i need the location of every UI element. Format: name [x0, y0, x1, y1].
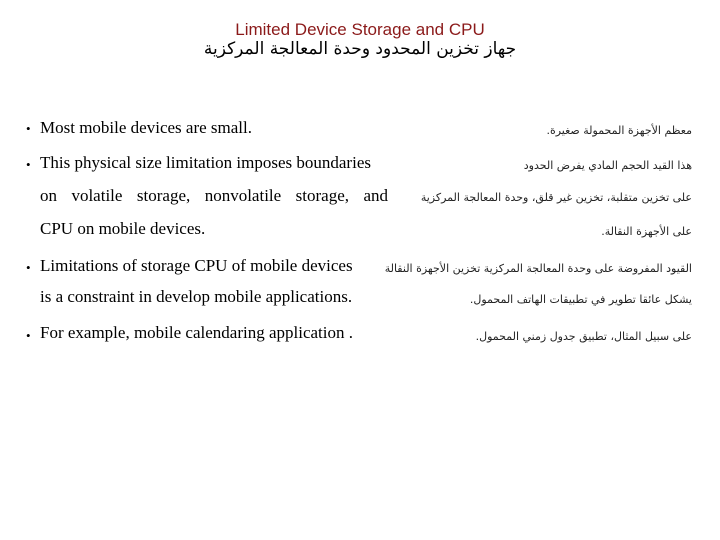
bullet-marker: • — [26, 157, 31, 172]
bullet-3-line-2: is a constraint in develop mobile applications. — [40, 287, 353, 306]
arabic-line-7: على سبيل المثال، تطبيق جدول زمني المحمول. — [475, 330, 692, 343]
arabic-line-3: على تخزين متقلبة، تخزين غير قلق، وحدة المعالجة المركزية — [420, 191, 692, 204]
bullet-2-line-1: This physical size limitation imposes boundaries — [40, 153, 371, 172]
bullet-2-line-3: CPU on mobile devices. — [40, 219, 206, 238]
bullet-3-line-1: Limitations of storage CPU of mobile devices — [40, 256, 353, 275]
arabic-line-6: يشكل عائقا تطوير في تطبيقات الهاتف المحمول. — [469, 293, 692, 306]
slide-title-arabic: جهاز تخزين المحدود وحدة المعالجة المركزية — [203, 39, 517, 59]
arabic-line-1: معظم الأجهزة المحمولة صغيرة. — [546, 124, 692, 137]
bullet-2-line-2: on volatile storage, nonvolatile storage, and — [40, 186, 388, 205]
arabic-line-2: هذا القيد الحجم المادي يفرض الحدود — [523, 159, 692, 172]
bullet-4-line-1: For example, mobile calendaring application . — [40, 323, 353, 342]
arabic-line-4: على الأجهزة النقالة. — [601, 225, 692, 238]
bullet-marker: • — [26, 328, 31, 343]
bullet-marker: • — [26, 260, 31, 275]
bullet-1-line-1: Most mobile devices are small. — [40, 118, 252, 137]
slide-title-english: Limited Device Storage and CPU — [235, 20, 485, 39]
bullet-marker: • — [26, 121, 31, 136]
arabic-line-5: القيود المفروضة على وحدة المعالجة المركزية تخزين الأجهزة النقالة — [384, 262, 692, 275]
